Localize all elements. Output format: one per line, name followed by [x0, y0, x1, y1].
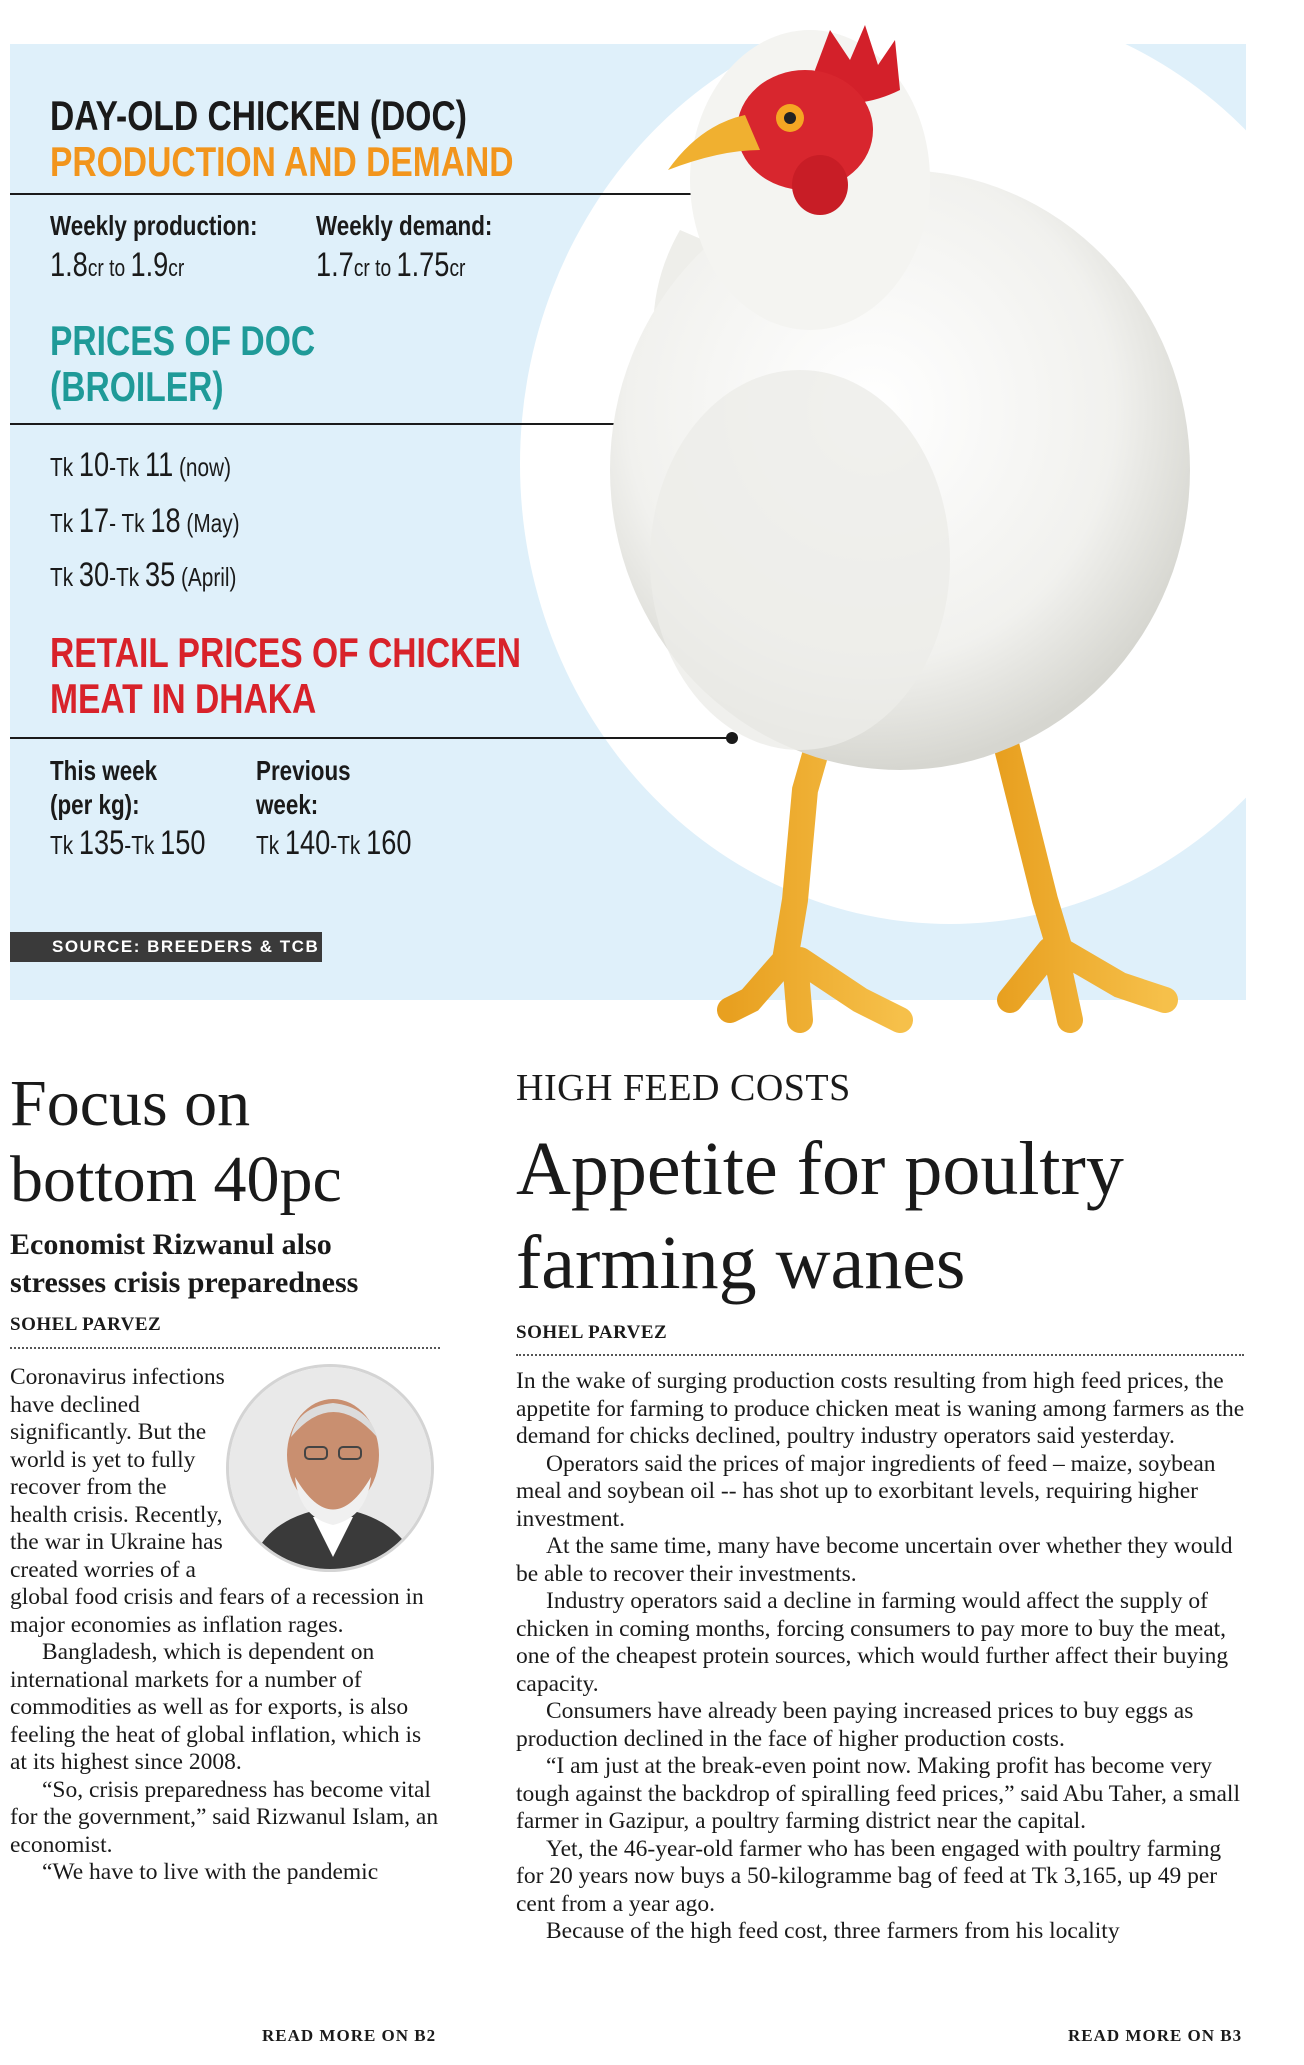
price-now: Tk 10-Tk 11 (now)	[50, 446, 231, 484]
prices-doc-heading: PRICES OF DOC (BROILER)	[50, 317, 316, 410]
source-label: SOURCE: BREEDERS & TCB	[10, 932, 322, 962]
left-byline: SOHEL PARVEZ	[10, 1314, 162, 1335]
left-headline: Focus on bottom 40pc	[10, 1067, 342, 1216]
read-more-link-b3[interactable]: READ MORE ON B3	[1068, 2026, 1243, 2045]
paragraph: “We have to live with the pandemic	[42, 1859, 379, 1885]
chicken-illustration	[600, 0, 1300, 1050]
paragraph: Coronavirus infections have declined significantly. But the world is yet to fully recover from the health crisis. Recently, the war in Ukraine has created worries of a global food crisis and fears of a recession in major economies as inflation rages.	[10, 1364, 442, 1639]
price-may: Tk 17- Tk 18 (May)	[50, 502, 240, 540]
weekly-production-label: Weekly production:	[50, 210, 258, 241]
paragraph: Because of the high feed cost, three farmers from his locality	[546, 1918, 1120, 1944]
right-headline: Appetite for poultry farming wanes	[516, 1127, 1124, 1305]
previous-week-price: Tk 140-Tk 160	[256, 824, 412, 862]
weekly-demand-label: Weekly demand:	[316, 210, 493, 241]
kicker: HIGH FEED COSTS	[516, 1067, 851, 1109]
dotted-divider	[516, 1354, 1244, 1356]
read-more-link-b2[interactable]: READ MORE ON B2	[262, 2026, 437, 2045]
infographic-title: DAY-OLD CHICKEN (DOC)	[50, 92, 467, 139]
divider-rule	[10, 423, 640, 425]
weekly-demand-value: 1.7cr to 1.75cr	[316, 246, 466, 284]
right-byline: SOHEL PARVEZ	[516, 1322, 668, 1343]
paragraph: Industry operators said a decline in farming would affect the supply of chicken in coming months, forcing consumers to pay more to buy the meat, one of the cheapest protein sources, which would further affect their buying capacity.	[516, 1588, 1229, 1697]
retail-prices-heading: RETAIL PRICES OF CHICKEN MEAT IN DHAKA	[50, 629, 522, 722]
right-article-body	[516, 1368, 1246, 1946]
price-april: Tk 30-Tk 35 (April)	[50, 556, 237, 594]
paragraph: Yet, the 46-year-old farmer who has been engaged with poultry farming for 20 years now buys a 50-kilogramme bag of feed at Tk 3,165, up 49 per cent from a year ago.	[516, 1835, 1222, 1917]
economist-portrait	[226, 1364, 434, 1572]
paragraph: In the wake of surging production costs resulting from high feed prices, the appetite for farming to produce chicken meat is waning among farmers as the demand for chicks declined, poultry industry operators said yesterday.	[516, 1368, 1245, 1449]
previous-week-label: Previous week:	[256, 755, 351, 820]
paragraph: At the same time, many have become uncertain over whether they would be able to recover their investments.	[516, 1533, 1233, 1587]
left-article-body	[10, 1364, 442, 1887]
left-deck: Economist Rizwanul also stresses crisis preparedness	[10, 1228, 359, 1299]
this-week-label: This week (per kg):	[50, 755, 158, 820]
this-week-price: Tk 135-Tk 150	[50, 824, 206, 862]
paragraph: Consumers have already been paying increased prices to buy eggs as production declined in the face of higher production costs.	[516, 1698, 1194, 1752]
paragraph: “So, crisis preparedness has become vital for the government,” said Rizwanul Islam, an economist.	[10, 1776, 439, 1858]
dotted-divider	[10, 1347, 440, 1349]
weekly-production-value: 1.8cr to 1.9cr	[50, 246, 185, 284]
person-portrait-icon	[229, 1367, 434, 1572]
paragraph: “I am just at the break-even point now. Making profit has become very tough against the backdrop of spiralling feed prices,” said Abu Taher, a small farmer in Gazipur, a poultry farming district near the capital.	[516, 1753, 1240, 1834]
infographic-subtitle: PRODUCTION AND DEMAND	[50, 138, 514, 185]
paragraph: Operators said the prices of major ingredients of feed – maize, soybean meal and soybean oil -- has shot up to exorbitant levels, requiring higher investment.	[516, 1450, 1216, 1532]
paragraph: Bangladesh, which is dependent on international markets for a number of commodities as well as for exports, is also feeling the heat of global inflation, which is at its highest since 2008.	[10, 1639, 422, 1775]
